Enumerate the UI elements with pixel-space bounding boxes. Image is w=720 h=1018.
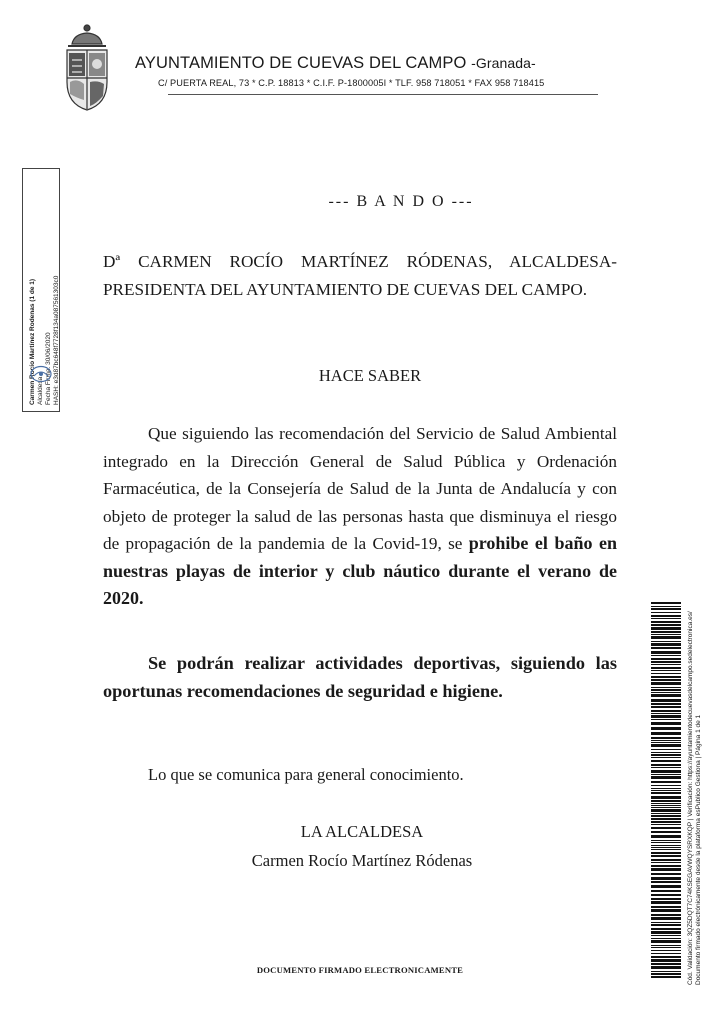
barcode-bar: [651, 673, 681, 674]
barcode-bar: [651, 807, 681, 808]
barcode-bar: [651, 767, 681, 768]
barcode-bar: [651, 805, 681, 806]
barcode-bar: [651, 732, 681, 735]
barcode-bar: [651, 909, 681, 912]
barcode-bar: [651, 627, 681, 630]
barcode-bar: [651, 947, 681, 948]
barcode-bar: [651, 821, 681, 823]
barcode-bar: [651, 813, 681, 814]
barcode-bar: [651, 803, 681, 804]
barcode-bar: [651, 922, 681, 923]
barcode-bar: [651, 901, 681, 904]
barcode-bar: [651, 865, 681, 867]
barcode-bar: [651, 744, 681, 747]
barcode-bar: [651, 868, 681, 871]
signature-name: Carmen Rocío Martínez Ródenas: [251, 851, 473, 870]
municipality-region: -Granada-: [471, 55, 536, 71]
barcode-bar: [651, 641, 681, 642]
bando-heading: --- B A N D O ---: [328, 193, 474, 210]
sports-paragraph: Se podrán realizar actividades deportivas, siguiendo las oportunas recomendaciones de seguridad e higiene.: [103, 653, 617, 701]
barcode-bar: [651, 682, 681, 685]
barcode-bar: [651, 776, 681, 779]
barcode-bar: [651, 790, 681, 791]
barcode-bar: [651, 737, 681, 739]
barcode-bar: [651, 935, 681, 936]
municipality-title: [135, 54, 536, 73]
barcode-bar: [651, 664, 681, 665]
barcode-bar: [651, 809, 681, 812]
barcode-bar: [651, 831, 681, 833]
barcode-bar: [651, 849, 681, 850]
barcode-bar: [651, 606, 681, 607]
barcode-bar: [651, 679, 681, 681]
barcode-bar: [651, 612, 681, 613]
barcode-bar: [651, 670, 681, 671]
barcode-bar: [651, 710, 681, 712]
barcode-bar: [651, 706, 681, 708]
barcode-bar: [651, 938, 681, 939]
barcode-bar: [651, 742, 681, 743]
barcode-bar: [651, 703, 681, 705]
barcode-bar: [651, 877, 681, 880]
barcode-bar: [651, 658, 681, 660]
barcode-bar: [651, 873, 681, 875]
barcode-bar: [651, 713, 681, 714]
barcode-bar: [651, 694, 681, 697]
barcode-bar: [651, 608, 681, 610]
barcode-bar: [651, 835, 681, 838]
main-paragraph-text: Que siguiendo las recomendación del Servicio de Salud Ambiental integrado en la Dirección General de Salud Pública y Ordenación Farmacéutica, de la Consejería de Salud de la Junta de Andalucía y con objeto de proteger la salud de las personas hasta que disminuya el riesgo de propagación de la pandemia de la Covid-19, se: [103, 424, 617, 553]
barcode-bar: [651, 953, 681, 954]
barcode-bar: [651, 621, 681, 623]
barcode-bar: [651, 855, 681, 857]
barcode-bar: [651, 963, 681, 965]
barcode-bar: [651, 862, 681, 863]
barcode-bar: [651, 815, 681, 817]
barcode-bar: [651, 764, 681, 766]
barcode-bar: [651, 770, 681, 773]
barcode-bar: [651, 976, 681, 978]
signature-title: LA ALCALDESA: [300, 822, 424, 841]
barcode-bar: [651, 699, 681, 702]
municipality-name: AYUNTAMIENTO DE CUEVAS DEL CAMPO: [135, 54, 467, 72]
barcode-bar: [651, 945, 681, 946]
barcode-bar: [651, 852, 681, 854]
barcode-bar: [651, 800, 681, 802]
main-paragraph-bold: prohibe el baño en nuestras playas de interior y club náutico durante el verano de 2020.: [103, 533, 618, 608]
barcode-bar: [651, 781, 681, 783]
barcode-bar: [651, 898, 681, 900]
intro-paragraph: Dª CARMEN ROCÍO MARTÍNEZ RÓDENAS, ALCALDESA-PRESIDENTA DEL AYUNTAMIENTO DE CUEVAS DEL CAMPO.: [103, 252, 617, 299]
barcode-bar: [651, 890, 681, 892]
barcode-bar: [651, 715, 681, 718]
electronic-signature-notice: DOCUMENTO FIRMADO ELECTRONICAMENTE: [256, 965, 464, 975]
barcode-bar: [651, 631, 681, 633]
barcode-bar: [651, 692, 681, 693]
barcode-bar: [651, 950, 681, 951]
barcode-bar: [651, 687, 681, 688]
barcode-bar: [651, 894, 681, 896]
barcode-bar: [651, 859, 681, 861]
barcode-bar: [651, 788, 681, 789]
barcode-bar: [651, 722, 681, 725]
barcode-bar: [651, 840, 681, 841]
barcode-bar: [651, 906, 681, 908]
barcode-bar: [651, 847, 681, 848]
barcode-bar: [651, 689, 681, 691]
verification-platform-line: Documento firmado electrónicamente desde la plataforma esPublico Gestiona | Página 1 de 1: [695, 714, 702, 985]
signer-role: Alcaldesa: [37, 376, 44, 405]
barcode-bar: [651, 966, 681, 969]
barcode-bar: [651, 602, 681, 604]
barcode-bar: [651, 928, 681, 930]
barcode-bar: [651, 757, 681, 758]
barcode-bar: [651, 676, 681, 678]
barcode-bar: [651, 845, 681, 846]
barcode-bar: [651, 754, 681, 756]
barcode-bar: [651, 931, 681, 934]
barcode-bar: [651, 618, 681, 619]
barcode-bar: [651, 615, 681, 617]
barcode-bar: [651, 647, 681, 649]
barcode-bar: [651, 655, 681, 656]
barcode-bar: [651, 634, 681, 635]
barcode-bar: [651, 727, 681, 730]
barcode-bar: [651, 885, 681, 888]
barcode-bar: [651, 774, 681, 775]
barcode-bar: [651, 924, 681, 926]
barcode-bar: [651, 917, 681, 920]
barcode-bar: [651, 881, 681, 883]
signature-date: Fecha Firma: 30/06/2020: [45, 332, 52, 405]
barcode-bar: [651, 643, 681, 646]
closing-line: Lo que se comunica para general conocimiento.: [148, 765, 464, 784]
barcode-bar: [651, 792, 681, 794]
barcode-bar: [651, 818, 681, 820]
barcode-bar: [651, 636, 681, 639]
barcode-bar: [651, 719, 681, 720]
barcode-bar: [651, 973, 681, 975]
barcode-bar: [651, 785, 681, 786]
barcode-bar: [651, 971, 681, 972]
main-paragraph: [103, 420, 617, 613]
municipal-crest-logo: [60, 22, 114, 112]
barcode-bar: [651, 624, 681, 626]
signer-line: Carmen Rocío Martínez Rodenas (1 de 1): [29, 278, 36, 405]
barcode-bar: [651, 796, 681, 799]
barcode-bar: [651, 651, 681, 654]
barcode-bar: [651, 740, 681, 741]
barcode-bar: [651, 842, 681, 843]
barcode-bar: [651, 959, 681, 962]
verification-text: [687, 611, 703, 985]
header-divider: [168, 94, 598, 95]
barcode-bar: [651, 760, 681, 762]
barcode-bar: [651, 956, 681, 958]
barcode-bar: [651, 940, 681, 943]
barcode-bar: [651, 661, 681, 663]
hace-saber-heading: HACE SABER: [318, 366, 422, 385]
municipality-address: C/ PUERTA REAL, 73 * C.P. 18813 * C.I.F. P-1800005I * TLF. 958 718051 * FAX 958 718415: [158, 78, 545, 88]
barcode-bar: [651, 752, 681, 753]
verification-code-line: Cód. Validación: 3QZ5DQT7C74KSEGAVWQYSRXKQP | Verificación: https://ayuntamientodecuevasdelcampo.sedelectronica.es/: [687, 611, 694, 985]
barcode-bar: [651, 827, 681, 829]
barcode-bar: [651, 749, 681, 750]
barcode-bar: [651, 914, 681, 916]
barcode-bar: [651, 667, 681, 669]
barcode-bar: [651, 824, 681, 825]
signature-hash: HASH: e3d87bc648f7728f134a087561303c0: [53, 275, 60, 405]
